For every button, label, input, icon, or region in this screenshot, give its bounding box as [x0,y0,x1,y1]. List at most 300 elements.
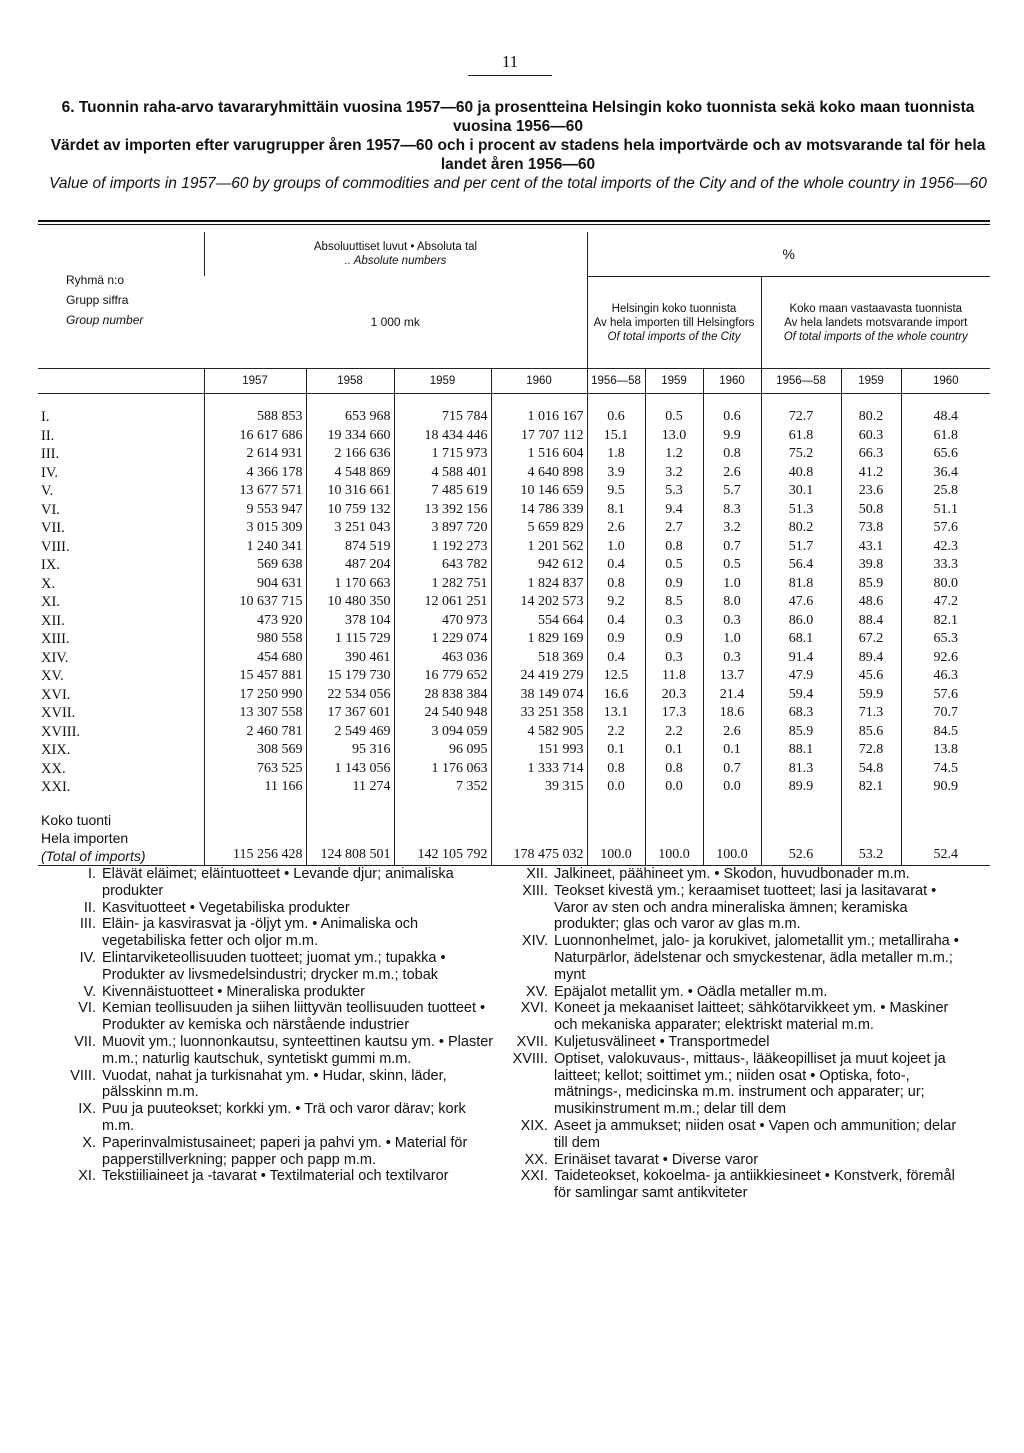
legend-item [58,1135,498,1169]
table-cell: 4 640 898 [491,464,587,483]
table-cell: 39.8 [841,556,901,575]
table-cell: 1 192 273 [394,538,491,557]
table-cell: 1 824 837 [491,575,587,594]
table-cell: 0.0 [587,778,645,797]
legend-text: Koneet ja mekaaniset laitteet; sähkötarvikkeet ym. • Maskiner och mekaniska apparater; elektriskt material m.m. [554,1000,949,1034]
legend-number: XX. [524,1151,548,1168]
table-cell: 90.9 [901,778,990,797]
table-cell: 68.1 [761,630,841,649]
table-cell: 24 419 279 [491,667,587,686]
table-cell: 51.3 [761,501,841,520]
group-number: XVIII. [41,723,81,740]
year-header: 1958 [306,369,394,394]
table-cell: 10 146 659 [491,482,587,501]
table-cell: 8.3 [703,501,761,520]
legend-text: Luonnonhelmet, jalo- ja korukivet, jalometallit ym.; metalliraha • Naturpärlor, ädelstenar och smyckestenar, ädla metaller m.m.; mynt [554,933,959,983]
table-row [38,686,990,705]
legend-item [510,1034,970,1051]
table-cell: 0.7 [703,538,761,557]
table-cell: 56.4 [761,556,841,575]
table-row [38,760,990,779]
table-cell: 1 201 562 [491,538,587,557]
table-cell: 874 519 [306,538,394,557]
legend-item [58,984,498,1001]
table-cell: 0.8 [587,760,645,779]
table-cell: 15.1 [587,427,645,446]
legend-item [58,900,498,917]
table-cell: 86.0 [761,612,841,631]
table-cell: 82.1 [841,778,901,797]
table-cell: 2.6 [703,464,761,483]
table-cell: 2.2 [645,723,703,742]
total-label-en: (Total of imports) [41,847,146,864]
table-row [38,778,990,797]
legend-number: VIII. [70,1067,96,1084]
group-number: XVI. [41,686,71,703]
helsinki-header-en: Of total imports of the City [607,330,741,343]
table-cell: 653 968 [306,408,394,427]
table-cell: 14 786 339 [491,501,587,520]
table-cell: 4 548 869 [306,464,394,483]
group-number: XII. [41,612,65,629]
year-header: 1956—58 [761,369,841,394]
total-cell: 100.0 [703,811,761,866]
table-cell: 39 315 [491,778,587,797]
table-cell: 68.3 [761,704,841,723]
table-cell: 15 457 881 [204,667,306,686]
group-number: V. [41,483,54,500]
table-cell: 88.1 [761,741,841,760]
table-cell: 0.3 [645,649,703,668]
table-cell: 46.3 [901,667,990,686]
table-cell: 22 534 056 [306,686,394,705]
table-cell: 0.8 [703,445,761,464]
absolute-header [204,232,587,276]
total-cell: 52.4 [901,811,990,866]
year-header: 1959 [841,369,901,394]
table-cell: 2 460 781 [204,723,306,742]
table-cell: 25.8 [901,482,990,501]
legend-text: Kuljetusvälineet • Transportmedel [554,1033,770,1050]
table-cell: 0.5 [645,408,703,427]
table-cell: 4 582 905 [491,723,587,742]
country-header-sv: Av hela landets motsvarande import [784,316,968,329]
table-cell: 80.2 [841,408,901,427]
table-row [38,519,990,538]
table-cell: 1 333 714 [491,760,587,779]
country-header-en: Of total imports of the whole country [783,330,968,343]
legend-number: IX. [78,1101,96,1118]
legend-left [58,866,498,1185]
year-header: 1959 [645,369,703,394]
table-cell: 75.2 [761,445,841,464]
group-number: VIII. [41,538,70,555]
legend-item [58,866,498,900]
legend-number: X. [82,1134,96,1151]
table-cell: 30.1 [761,482,841,501]
title-finnish: 6. Tuonnin raha-arvo tavararyhmittäin vuosina 1957—60 ja prosentteina Helsingin koko tuonnista sekä koko maan tuonnista vuosina 1956—60 [61,99,975,135]
total-label-sv: Hela importen [41,829,129,846]
table-cell: 0.4 [587,612,645,631]
table-cell: 33.3 [901,556,990,575]
table-row [38,630,990,649]
title-rule-thin [38,224,990,225]
table-cell: 2 166 636 [306,445,394,464]
table-cell: 51.7 [761,538,841,557]
legend-text: Kivennäistuotteet • Mineraliska produkter [102,983,365,1000]
table-cell: 48.6 [841,593,901,612]
table-cell: 470 973 [394,612,491,631]
absolute-header-label: Absoluuttiset luvut • Absoluta tal [313,241,478,253]
table-cell: 643 782 [394,556,491,575]
table-cell: 2 549 469 [306,723,394,742]
table-cell: 10 316 661 [306,482,394,501]
table-row [38,649,990,668]
table-cell: 45.6 [841,667,901,686]
legend-text: Teokset kivestä ym.; keraamiset tuotteet; lasi ja lasitavarat • Varor av sten och andra mineraliska ämnen; keramiska produkter; glas och varor av glas m.m. [554,882,937,933]
legend-item [58,1034,498,1068]
table-cell: 473 920 [204,612,306,631]
table-cell: 17 367 601 [306,704,394,723]
table-cell: 61.8 [761,427,841,446]
table-cell: 151 993 [491,741,587,760]
table-cell: 2.2 [587,723,645,742]
table-cell: 54.8 [841,760,901,779]
table-cell: 47.6 [761,593,841,612]
table-cell: 0.6 [587,408,645,427]
table-cell: 390 461 [306,649,394,668]
table-cell: 0.9 [645,630,703,649]
table-cell: 1 516 604 [491,445,587,464]
legend-text: Taideteokset, kokoelma- ja antiikkiesineet • Konstverk, föremål för samlingar samt antikviteter [554,1168,955,1202]
legend-right [510,866,970,1202]
table-row [38,556,990,575]
table-cell: 0.5 [645,556,703,575]
legend-text: Puu ja puuteokset; korkki ym. • Trä och varor därav; kork m.m. [102,1101,466,1134]
table-cell: 0.4 [587,649,645,668]
table-gap-row [38,797,990,811]
table-cell: 588 853 [204,408,306,427]
table-cell: 85.9 [841,575,901,594]
table-cell: 1 143 056 [306,760,394,779]
table-cell: 1 170 663 [306,575,394,594]
table-row [38,612,990,631]
table-cell: 3 094 059 [394,723,491,742]
table-row [38,464,990,483]
legend-number: IV. [79,949,96,966]
country-header-fi: Koko maan vastaavasta tuonnista [789,302,963,315]
table-cell: 1 715 973 [394,445,491,464]
table-cell: 0.3 [645,612,703,631]
legend-text: Erinäiset tavarat • Diverse varor [554,1151,759,1168]
table-row [38,427,990,446]
group-number: XIII. [41,631,70,648]
table-row [38,741,990,760]
table-cell: 85.9 [761,723,841,742]
table-cell: 40.8 [761,464,841,483]
table-cell: 57.6 [901,519,990,538]
group-number: VI. [41,501,60,518]
legend-number: III. [79,916,96,933]
table-cell: 0.1 [587,741,645,760]
country-header [761,276,990,369]
table-cell: 0.8 [587,575,645,594]
table-cell: 1.8 [587,445,645,464]
table-row [38,501,990,520]
table-cell: 1 115 729 [306,630,394,649]
table-cell: 518 369 [491,649,587,668]
table-cell: 13.0 [645,427,703,446]
table-row [38,723,990,742]
table-cell: 10 480 350 [306,593,394,612]
legend-text: Muovit ym.; luonnonkautsu, synteettinen kautsu ym. • Plaster m.m.; naturlig kautschuk, syntetiskt gummi m.m. [102,1033,494,1067]
table-cell: 65.3 [901,630,990,649]
table-cell: 0.9 [587,630,645,649]
table-cell: 50.8 [841,501,901,520]
table-cell: 0.3 [703,612,761,631]
group-number: XI. [41,594,60,611]
table-cell: 28 838 384 [394,686,491,705]
group-number: XVII. [41,705,76,722]
table-cell: 11.8 [645,667,703,686]
table-cell: 89.4 [841,649,901,668]
table-cell: 15 179 730 [306,667,394,686]
table-cell: 1 176 063 [394,760,491,779]
table-cell: 3 015 309 [204,519,306,538]
table-cell: 17 250 990 [204,686,306,705]
table-cell: 0.5 [703,556,761,575]
table-cell: 13 307 558 [204,704,306,723]
table-cell: 51.1 [901,501,990,520]
legend-item [510,1000,970,1034]
table-cell: 13.1 [587,704,645,723]
table-cell: 9 553 947 [204,501,306,520]
table-cell: 24 540 948 [394,704,491,723]
table-cell: 3 251 043 [306,519,394,538]
table-row [38,575,990,594]
table-gap-row [38,394,990,409]
table-row [38,704,990,723]
group-number: IV. [41,464,59,481]
year-header: 1956—58 [587,369,645,394]
table-cell: 48.4 [901,408,990,427]
legend-text: Aseet ja ammukset; niiden osat • Vapen och ammunition; delar till dem [554,1117,957,1151]
table-cell: 41.2 [841,464,901,483]
legend-text: Epäjalot metallit ym. • Oädla metaller m.m. [554,983,828,1000]
legend-item [58,916,498,950]
year-header: 1960 [491,369,587,394]
table-cell: 74.5 [901,760,990,779]
table-cell: 3.2 [645,464,703,483]
table-cell: 92.6 [901,649,990,668]
legend-number: XIV. [521,933,548,950]
table-cell: 16 779 652 [394,667,491,686]
page-number: 11 [501,52,519,71]
table-cell: 2.6 [703,723,761,742]
table-cell: 454 680 [204,649,306,668]
table-cell: 13.7 [703,667,761,686]
legend-number: XII. [526,866,548,882]
table-cell: 81.8 [761,575,841,594]
legend-number: XIII. [522,882,548,899]
table-cell: 0.0 [645,778,703,797]
table-cell: 5.3 [645,482,703,501]
legend-number: V. [83,983,96,1000]
table-cell: 569 638 [204,556,306,575]
table-cell: 378 104 [306,612,394,631]
legend-text: Vuodat, nahat ja turkisnahat ym. • Hudar, skinn, läder, pälsskinn m.m. [102,1067,447,1101]
legend-item [58,1000,498,1034]
legend-number: XVII. [516,1033,548,1050]
table-cell: 2.7 [645,519,703,538]
table-cell: 16 617 686 [204,427,306,446]
group-header-fi: Ryhmä n:o [66,273,125,287]
year-header: 1960 [901,369,990,394]
legend-number: XV. [525,983,548,1000]
legend-item [510,1051,970,1118]
table-cell: 84.5 [901,723,990,742]
group-number: XXI. [41,779,71,796]
table-cell: 942 612 [491,556,587,575]
legend-text: Elävät eläimet; eläintuotteet • Levande djur; animaliska produkter [102,866,454,899]
table-cell: 20.3 [645,686,703,705]
table-cell: 308 569 [204,741,306,760]
table-row [38,667,990,686]
table-cell: 463 036 [394,649,491,668]
helsinki-header-fi: Helsingin koko tuonnista [611,302,737,315]
group-header [38,232,204,369]
table-cell: 47.2 [901,593,990,612]
table-cell: 763 525 [204,760,306,779]
year-header-blank [38,369,204,394]
group-number: I. [41,409,50,426]
table-cell: 96 095 [394,741,491,760]
group-number: II. [41,427,55,444]
legend-item [58,1068,498,1102]
table-cell: 3.9 [587,464,645,483]
table-cell: 17 707 112 [491,427,587,446]
table-title [48,98,988,193]
table-cell: 59.4 [761,686,841,705]
table-cell: 1 240 341 [204,538,306,557]
table-cell: 0.1 [703,741,761,760]
table-cell: 5.7 [703,482,761,501]
table-cell: 66.3 [841,445,901,464]
legend-text: Paperinvalmistusaineet; paperi ja pahvi ym. • Material för papperstillverkning; papper och papp m.m. [102,1134,468,1168]
legend-text: Elintarviketeollisuuden tuotteet; juomat ym.; tupakka • Produkter av livsmedelsindustri; drycker m.m.; tobak [102,949,446,983]
table-cell: 16.6 [587,686,645,705]
table-cell: 0.8 [645,760,703,779]
percent-header: % [587,232,990,276]
helsinki-header-sv: Av hela importen till Helsingfors [593,316,755,329]
table-cell: 72.7 [761,408,841,427]
table-cell: 7 352 [394,778,491,797]
table-row [38,445,990,464]
table-cell: 85.6 [841,723,901,742]
table-row [38,408,990,427]
table-cell: 1.0 [703,575,761,594]
table-cell: 60.3 [841,427,901,446]
table-cell: 89.9 [761,778,841,797]
table-cell: 65.6 [901,445,990,464]
table-cell: 17.3 [645,704,703,723]
table-cell: 1 016 167 [491,408,587,427]
table-cell: 2 614 931 [204,445,306,464]
legend-number: VI. [78,1000,96,1017]
table-cell: 70.7 [901,704,990,723]
year-header: 1960 [703,369,761,394]
table-cell: 9.2 [587,593,645,612]
table-cell: 0.9 [645,575,703,594]
table-cell: 11 274 [306,778,394,797]
table-cell: 61.8 [901,427,990,446]
total-label-fi: Koko tuonti [41,811,112,828]
table-cell: 0.1 [645,741,703,760]
legend-item [510,866,970,883]
year-header: 1959 [394,369,491,394]
table-cell: 95 316 [306,741,394,760]
table-cell: 4 588 401 [394,464,491,483]
table-cell: 19 334 660 [306,427,394,446]
table-cell: 18.6 [703,704,761,723]
table-cell: 8.0 [703,593,761,612]
group-number: XIX. [41,742,71,759]
total-cell: 100.0 [645,811,703,866]
total-cell: 142 105 792 [394,811,491,866]
table-cell: 5 659 829 [491,519,587,538]
table-row [38,593,990,612]
table-row [38,538,990,557]
table-cell: 21.4 [703,686,761,705]
table-cell: 0.0 [703,778,761,797]
table-cell: 4 366 178 [204,464,306,483]
table-cell: 71.3 [841,704,901,723]
table-cell: 72.8 [841,741,901,760]
helsinki-header [587,276,761,369]
legend-item [510,1118,970,1152]
table-cell: 42.3 [901,538,990,557]
table-cell: 8.5 [645,593,703,612]
table-cell: 33 251 358 [491,704,587,723]
table-cell: 554 664 [491,612,587,631]
table-cell: 1.0 [587,538,645,557]
table-cell: 81.3 [761,760,841,779]
table-cell: 904 631 [204,575,306,594]
group-number: XX. [41,760,66,777]
table-body [38,394,990,866]
legend-text: Jalkineet, päähineet ym. • Skodon, huvudbonader m.m. [554,866,910,882]
table-cell: 1 829 169 [491,630,587,649]
total-row [38,811,990,866]
title-swedish: Värdet av importen efter varugrupper åren 1957—60 och i procent av stadens hela importvärde och av motsvarande tal för hela landet åren 1956—60 [50,137,986,173]
table-cell: 14 202 573 [491,593,587,612]
table-cell: 11 166 [204,778,306,797]
group-header-en: Group number [66,313,144,327]
group-number: X. [41,575,56,592]
table-cell: 1.2 [645,445,703,464]
legend-item [510,883,970,933]
legend-number: XXI. [520,1168,548,1185]
legend-item [58,1101,498,1135]
table-cell: 91.4 [761,649,841,668]
table-cell: 12.5 [587,667,645,686]
legend-item [510,984,970,1001]
table-cell: 36.4 [901,464,990,483]
table-cell: 47.9 [761,667,841,686]
table-cell: 82.1 [901,612,990,631]
table-cell: 9.9 [703,427,761,446]
total-cell: 115 256 428 [204,811,306,866]
